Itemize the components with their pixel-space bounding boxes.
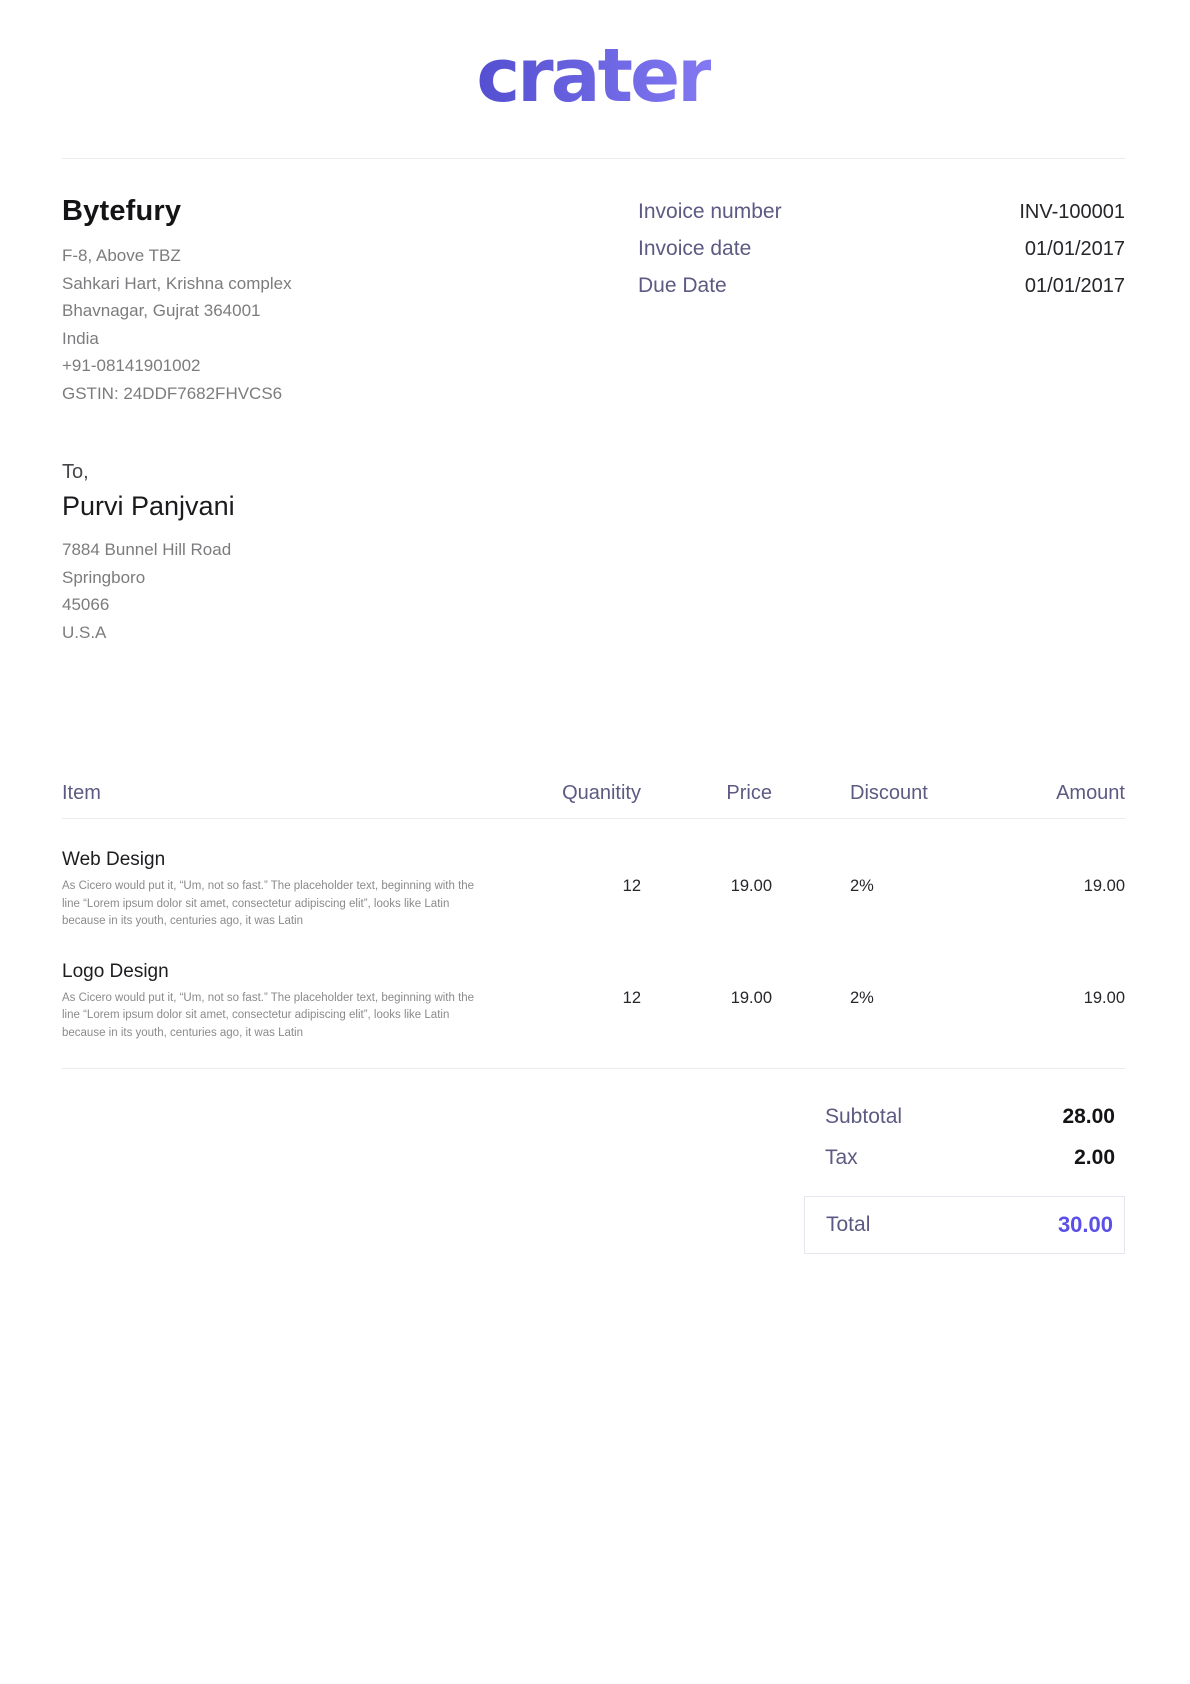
item-name: Logo Design xyxy=(62,960,169,982)
item-discount: 2% xyxy=(850,988,874,1007)
table-row xyxy=(62,931,1125,1043)
invoice-number-row xyxy=(638,200,1125,224)
column-header-amount: Amount xyxy=(1056,782,1125,804)
company-address-line: Bhavnagar, Gujrat 364001 xyxy=(62,301,261,320)
invoice-date-value: 01/01/2017 xyxy=(1024,238,1125,260)
item-price: 19.00 xyxy=(730,877,772,895)
company-address xyxy=(62,242,292,407)
company-address-line: India xyxy=(62,328,99,348)
item-cell xyxy=(62,961,501,1043)
crater-logo: crater xyxy=(476,33,711,119)
item-name: Web Design xyxy=(62,849,166,870)
logo-slash-icon xyxy=(438,51,482,106)
customer-address-line: U.S.A xyxy=(62,622,107,642)
item-quantity: 12 xyxy=(622,877,641,895)
table-bottom-divider xyxy=(62,1068,1125,1069)
info-section xyxy=(62,195,1125,407)
invoice-date-label: Invoice date xyxy=(638,237,752,260)
company-block xyxy=(62,195,292,407)
logo-container xyxy=(62,0,1125,128)
item-discount: 2% xyxy=(850,877,874,895)
item-description: As Cicero would put it, “Um, not so fast.” The placeholder text, beginning with the line “Lorem ipsum dolor sit amet, consectetur adipiscing elit”, looks like Latin because in its youth, centuries ago, it was Latin xyxy=(62,991,475,1039)
items-table-header xyxy=(62,782,1125,805)
item-price: 19.00 xyxy=(730,988,772,1007)
item-amount: 19.00 xyxy=(1083,877,1125,895)
subtotal-label: Subtotal xyxy=(825,1105,903,1128)
total-value: 30.00 xyxy=(1057,1212,1113,1237)
column-header-price: Price xyxy=(726,782,772,804)
item-amount: 19.00 xyxy=(1083,988,1125,1007)
invoice-number-value: INV-100001 xyxy=(1019,201,1125,223)
company-gstin: GSTIN: 24DDF7682FHVCS6 xyxy=(62,383,283,403)
column-header-discount: Discount xyxy=(850,782,928,804)
tax-label: Tax xyxy=(825,1146,858,1169)
header-divider xyxy=(62,158,1125,159)
invoice-date-row xyxy=(638,237,1125,261)
customer-name: Purvi Panjvani xyxy=(62,491,235,521)
item-cell xyxy=(62,849,501,931)
table-row xyxy=(62,819,1125,931)
company-address-line: Sahkari Hart, Krishna complex xyxy=(62,273,292,293)
company-address-line: F-8, Above TBZ xyxy=(62,246,181,265)
customer-address-line: 45066 xyxy=(62,595,110,614)
due-date-row xyxy=(638,274,1125,298)
customer-address-line: 7884 Bunnel Hill Road xyxy=(62,540,232,559)
total-box xyxy=(804,1196,1125,1254)
column-header-item: Item xyxy=(62,782,101,804)
subtotal-row xyxy=(804,1105,1125,1129)
logo-slash-icon xyxy=(714,60,751,106)
customer-address xyxy=(62,536,1125,646)
bill-to-prefix: To, xyxy=(62,461,89,483)
due-date-label: Due Date xyxy=(638,274,727,297)
items-table xyxy=(62,782,1125,1069)
customer-address-line: Springboro xyxy=(62,567,146,587)
tax-value: 2.00 xyxy=(1074,1146,1115,1169)
item-quantity: 12 xyxy=(622,988,641,1007)
invoice-number-label: Invoice number xyxy=(638,200,782,223)
item-description: As Cicero would put it, “Um, not so fast.” The placeholder text, beginning with the line “Lorem ipsum dolor sit amet, consectetur adipiscing elit”, looks like Latin because in its youth, centuries ago, it was Latin xyxy=(62,880,475,927)
tax-row xyxy=(804,1146,1125,1170)
due-date-value: 01/01/2017 xyxy=(1024,275,1125,297)
company-name: Bytefury xyxy=(62,195,182,227)
invoice-meta-block xyxy=(638,195,1125,407)
subtotal-value: 28.00 xyxy=(1062,1105,1115,1128)
summary-section xyxy=(804,1105,1125,1254)
total-label: Total xyxy=(826,1213,871,1236)
bill-to-section xyxy=(62,461,1125,646)
column-header-quantity: Quanitity xyxy=(562,782,641,804)
company-phone: +91-08141901002 xyxy=(62,356,201,375)
